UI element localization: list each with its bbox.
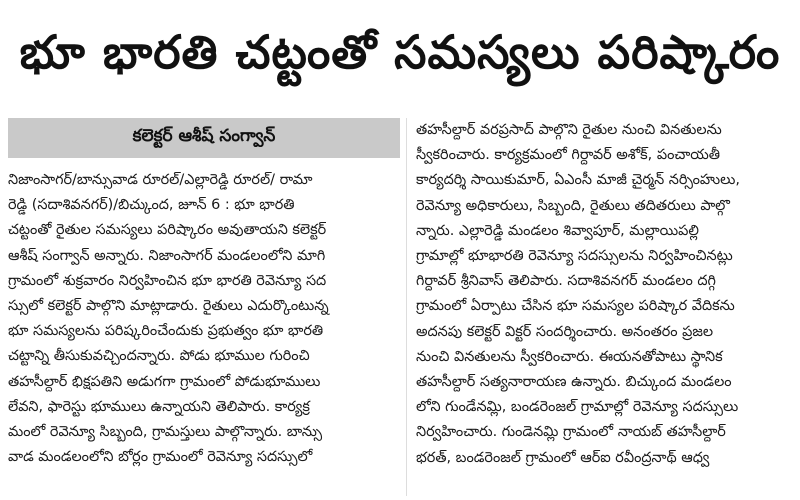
text-line: నిర్వహించారు. గుండెనమ్లి గ్రామంలో నాయబ్ తహసీల్దార్ [416,424,726,441]
text-line: కార్యదర్శి సాయికుమార్, ఏఎంసీ మాజీ చైర్మన్ నర్సింహులు, [416,172,740,189]
article-column-right [416,118,794,498]
article-column-left [8,168,400,498]
text-line: తహసీల్దార్ భిక్షపతిని అడుగగా గ్రామంలో పోడుభూములు [8,373,321,390]
text-line: అదనపు కలెక్టర్ విక్టర్ సందర్శించారు. అనంతరం ప్రజల [416,323,714,340]
text-line: తహసీల్దార్ సత్యనారాయణ ఉన్నారు. బిచ్కుంద మండలం [416,374,732,391]
text-line: వాడ మండలంలోని బోర్లం గ్రామంలో రెవెన్యూ సదస్సులో [8,449,313,466]
text-line: నుంచి వినతులను స్వీకరించారు. ఈయనతోపాటు స్థానిక [416,348,723,365]
text-line: రెవెన్యూ అధికారులు, సిబ్బంది, రైతులు తదితరులు పాల్గొ [416,197,730,214]
text-line: మంలో రెవెన్యూ సిబ్బంది, గ్రామస్తులు పాల్గొన్నారు. బాన్సు [8,424,323,441]
text-line: చట్టాన్ని తీసుకువచ్చిందన్నారు. పోడు భూముల గురించి [8,348,310,365]
text-line: లోని గుండేనమ్లి, బండరెంజల్ గ్రామాల్లో రెవెన్యూ సదస్సులు [416,399,739,416]
text-line: గ్రామాల్లో భూభారతి రెవెన్యూ సదస్సులను నిర్వహించినట్లు [416,248,733,265]
byline-box [8,118,400,158]
text-line: నిజాంసాగర్/బాన్సువాడ రూరల్/ఎల్లారెడ్డి రూరల్/ రామా [8,172,313,188]
text-line: గిర్దావర్ శ్రీనివాస్ తెలిపారు. సదాశివనగర్ మండలం దగ్గి [416,273,716,290]
text-line: భూ సమస్యలను పరిష్కరించేందుకు ప్రభుత్వం భూ భారతి [8,323,324,340]
text-line: న్నారు. ఎల్లారెడ్డి మండలం శివ్వాపూర్, మల్లాయిపల్లి [416,222,699,239]
text-line: గ్రామంలో శుక్రవారం నిర్వహించిన భూ భారతి రెవెన్యూ సద [8,272,327,289]
headline: భూ భారతి చట్టంతో సమస్యలు పరిష్కారం [19,25,781,79]
text-line: ఆశీష్ సంగ్వాన్ అన్నారు. నిజాంసాగర్ మండలంలోని మాగి [8,247,326,264]
text-line: స్సులో కలెక్టర్ పాల్గొని మాట్లాడారు. రైతులు ఎదుర్కొంటున్న [8,298,329,315]
byline-text: కలెక్టర్ ఆశీష్ సంగ్వాన్ [132,126,276,146]
column-divider [406,118,407,496]
text-line: స్వీకరించారు. కార్యక్రమంలో గిర్దావర్ అశోక్, పంచాయతీ [416,147,720,164]
text-line: భరత్, బండరెంజల్ గ్రామంలో ఆర్‌ఐ రవీంద్రనాథ్ ఆధ్వ [416,449,710,466]
text-line: తహసీల్దార్ వరప్రసాద్ పాల్గొని రైతుల నుంచి వినతులను [416,122,722,138]
text-line: చట్టంతో రైతుల సమస్యలు పరిష్కారం అవుతాయని కలెక్టర్ [8,222,327,239]
text-line: లేవని, ఫారెస్టు భూములు ఉన్నాయని తెలిపారు. కార్యక్ర [8,398,310,415]
text-line: గ్రామంలో ఏర్పాటు చేసిన భూ సమస్యల పరిష్కార వేదికను [416,298,735,315]
text-line: రెడ్డి (సదాశివనగర్)/బిచ్కుంద, జూన్ 6 : భూ భారతి [8,197,295,214]
